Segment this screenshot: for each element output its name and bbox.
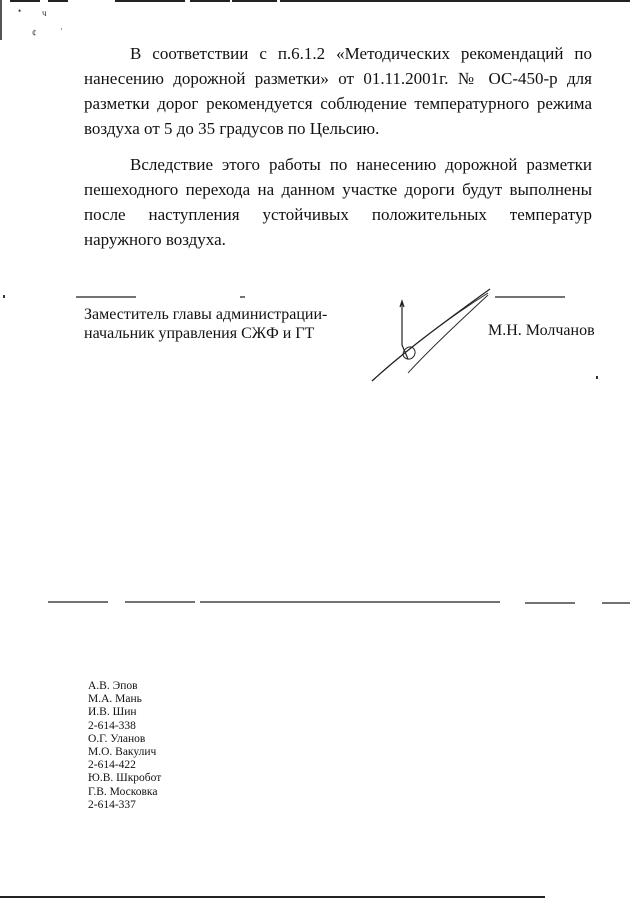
contacts-list xyxy=(88,680,161,812)
scan-artifact-line xyxy=(200,601,500,603)
scan-artifact-left-edge xyxy=(0,0,2,40)
scan-speck: ¢ xyxy=(32,28,37,38)
contact-line: О.Г. Уланов xyxy=(88,732,146,745)
handwritten-signature xyxy=(360,285,500,385)
scan-artifact-line xyxy=(495,296,565,298)
scan-artifact-line xyxy=(125,601,195,603)
contact-line: Ю.В. Шкробот xyxy=(88,772,162,785)
signatory-title-line-1: Заместитель главы администрации- xyxy=(84,306,328,323)
contact-line: Г.В. Московка xyxy=(88,785,158,798)
signatory-title xyxy=(84,305,327,343)
scan-artifact-line xyxy=(602,602,630,604)
scan-artifact-line xyxy=(76,296,136,298)
contact-line: М.А. Мань xyxy=(88,693,142,706)
scan-speck xyxy=(3,295,5,298)
signatory-name: М.Н. Молчанов xyxy=(488,322,595,339)
scan-artifact-bottom-border xyxy=(0,896,545,898)
contact-phone: 2-614-422 xyxy=(88,759,136,772)
scan-artifact-line xyxy=(525,602,575,604)
scan-artifact-line xyxy=(48,601,108,603)
scan-speck: · xyxy=(60,24,63,34)
paragraph-regulation: В соответствии с п.6.1.2 «Методических рекомендаций по нанесению дорожной разметки» от 01.11.2001г. № ОС-450-р для разметки дорог рекомендуется соблюдение температурного режима воздуха от 5 до 35 градусов по Цельсию. xyxy=(84,44,592,138)
contact-phone: 2-614-337 xyxy=(88,798,136,811)
contact-line: М.О. Вакулич xyxy=(88,746,157,759)
scan-speck: • xyxy=(18,6,22,16)
contact-line: А.В. Эпов xyxy=(88,680,138,692)
scan-speck xyxy=(596,376,598,379)
signatory-title-line-2: начальник управления СЖФ и ГТ xyxy=(84,325,315,342)
scan-artifact-top-border xyxy=(0,0,633,3)
scan-speck: ч xyxy=(42,8,47,18)
paragraph-consequence: Вследствие этого работы по нанесению дорожной разметки пешеходного перехода на данном участке дороги будут выполнены после наступления устойчивых положительных температур наружного воздуха. xyxy=(84,155,592,249)
contact-phone: 2-614-338 xyxy=(88,719,136,732)
scan-artifact-line xyxy=(240,296,245,298)
contact-line: И.В. Шин xyxy=(88,706,137,719)
